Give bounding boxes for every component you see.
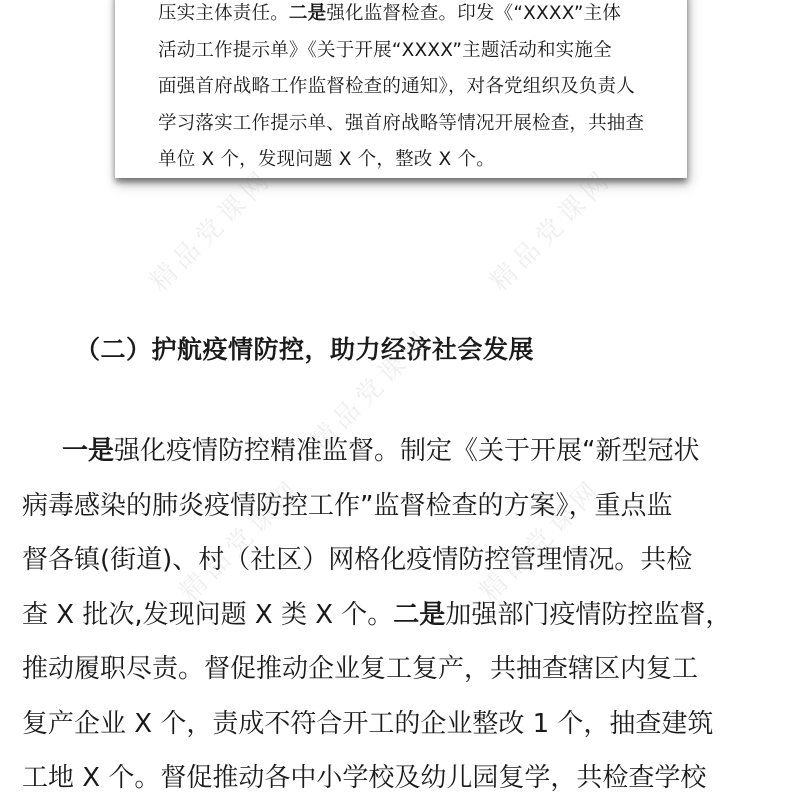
- card-line: 压实主体责任。二是强化监督检查。印发《“XXXX”主体: [158, 3, 622, 24]
- body-line: 推动履职尽责。督促推动企业复工复产，共抽查辖区内复工: [22, 654, 699, 684]
- body-line: 督各镇(街道)、村（社区）网格化疫情防控管理情况。共检: [22, 545, 693, 575]
- card-line: 面强首府战略工作监督检查的通知》，对各党组织及负责人: [158, 76, 635, 97]
- card-text: [158, 0, 658, 175]
- watermark: 精品党课网: [174, 473, 309, 608]
- watermark: 精品党课网: [484, 163, 619, 298]
- emphasis-label: 二是: [288, 3, 327, 24]
- card-line: 学习落实工作提示单、强首府战略等情况开展检查，共抽查: [158, 112, 645, 134]
- watermark: 精品党课网: [474, 473, 609, 608]
- body-paragraph: [22, 424, 792, 806]
- body-line: 一是强化疫情防控精准监督。制定《关于开展“新型冠状: [62, 436, 700, 466]
- section-heading: （二）护航疫情防控，助力经济社会发展: [75, 335, 535, 364]
- body-line: 查 X 批次,发现问题 X 类 X 个。二是加强部门疫情防控监督，: [22, 599, 732, 630]
- emphasis-label: 一是: [62, 436, 115, 466]
- watermark: 精品党课网: [144, 163, 279, 298]
- body-line: 工地 X 个。督促推动各中小学校及幼儿园复学，共检查学校: [22, 763, 707, 793]
- card-line: 活动工作提示单》《关于开展“XXXX”主题活动和实施全: [158, 39, 612, 61]
- body-line: 病毒感染的肺炎疫情防控工作”监督检查的方案》，重点监: [22, 490, 673, 521]
- emphasis-label: 二是: [393, 599, 446, 630]
- watermark: 精品党课网: [304, 323, 439, 458]
- body-line: 复产企业 X 个，责成不符合开工的企业整改 1 个，抽查建筑: [22, 708, 714, 739]
- card-line: 单位 X 个，发现问题 X 个，整改 X 个。: [158, 149, 495, 170]
